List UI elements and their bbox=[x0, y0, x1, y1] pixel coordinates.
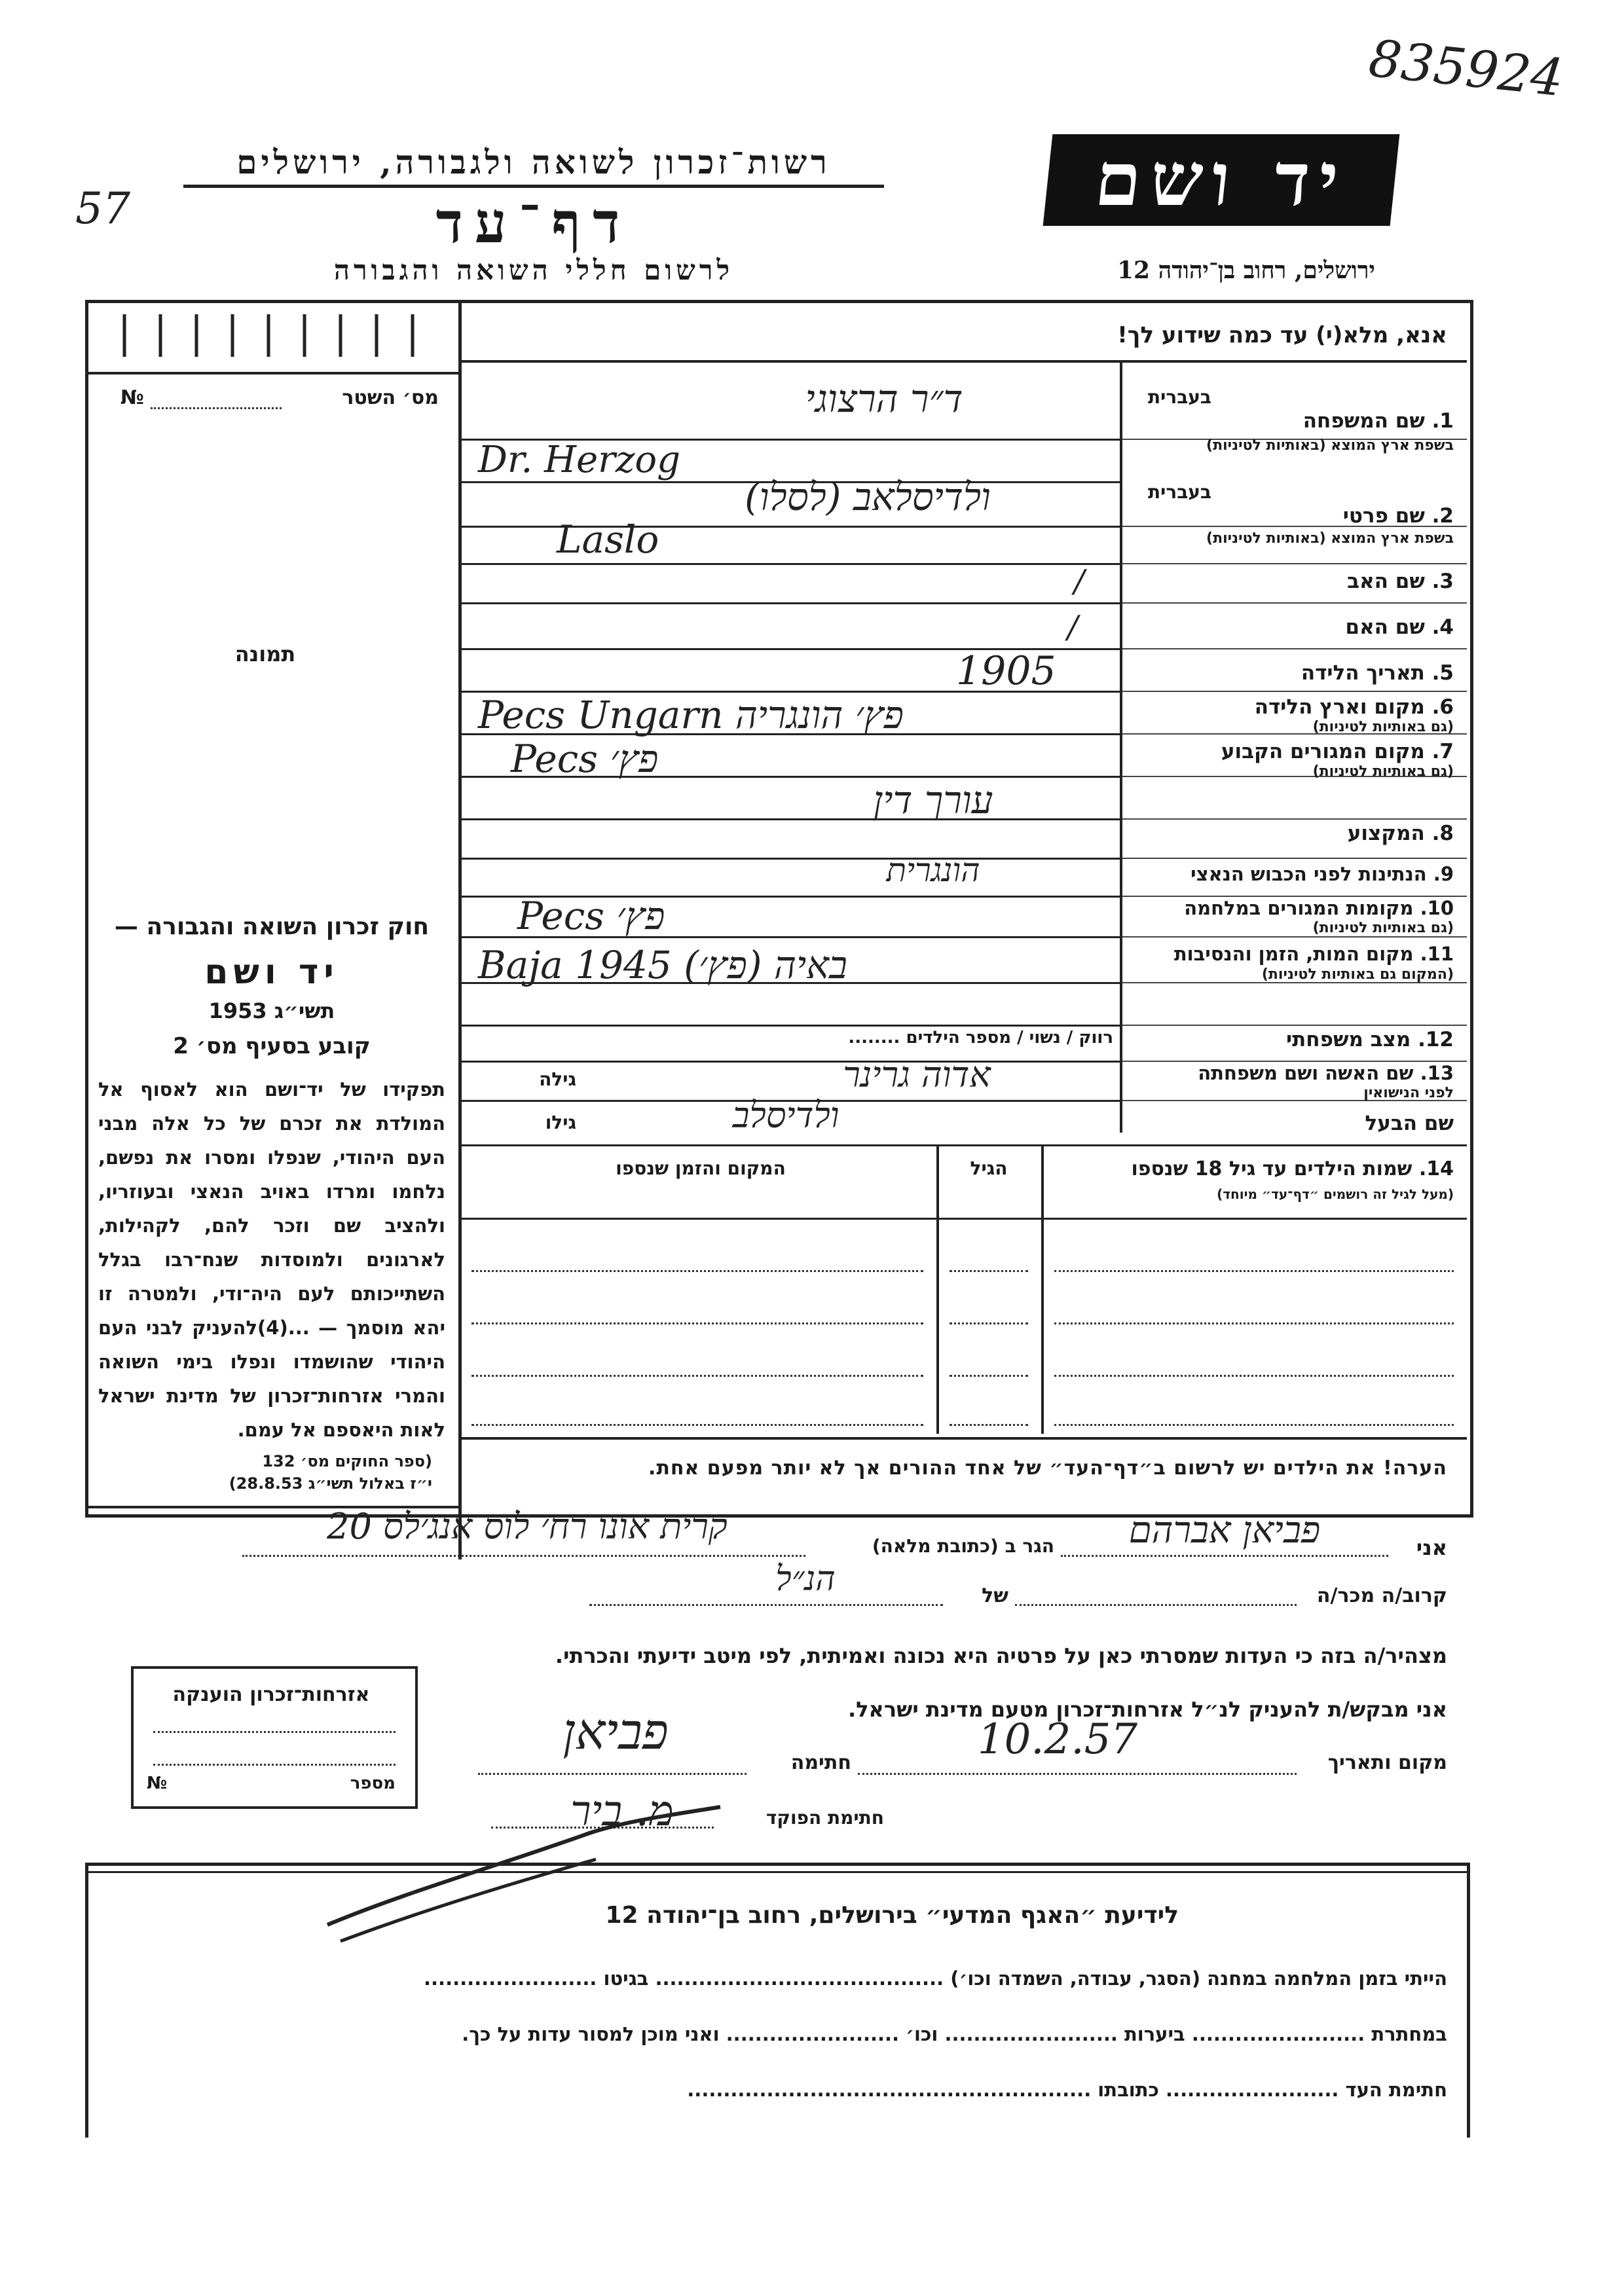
relation-label: קרוב/ה מכר/ה bbox=[1316, 1584, 1447, 1607]
law-title: חוק זכרון השואה והגבורה — bbox=[114, 913, 430, 940]
field-1-label: 1. שם המשפחה bbox=[1302, 409, 1454, 433]
field-6-label: 6. מקום וארץ הלידה bbox=[1254, 695, 1454, 719]
law-ref-2: י״ז באלול תשי״ג 28.8.53) bbox=[229, 1474, 432, 1493]
field-13-age-label: גילה bbox=[539, 1068, 576, 1090]
receipt-stub-ticks bbox=[111, 314, 426, 360]
law-year-num: 1953 bbox=[208, 998, 267, 1023]
form-title: דף־עד bbox=[435, 190, 632, 256]
tick-marks bbox=[111, 314, 426, 360]
field-12-value[interactable]: רווק / נשוי / מספר הילדים ........ bbox=[848, 1028, 1113, 1048]
signature-label: חתימה bbox=[790, 1751, 851, 1774]
field-4-label: 4. שם האם bbox=[1345, 615, 1454, 639]
declarer-name[interactable]: פביאן אברהם bbox=[1128, 1509, 1321, 1552]
field-1-value-lat[interactable]: Dr. Herzog bbox=[478, 439, 680, 481]
field-5-label: 5. תאריך הלידה bbox=[1301, 661, 1454, 685]
field-8-label: 8. המקצוע bbox=[1347, 822, 1454, 845]
field-10-value[interactable]: Pecs פץ׳ bbox=[517, 894, 665, 938]
declaration-request: אני מבקש/ת להעניק לנ״ל אזרחות־זכרון מטעם מדינת ישראל. bbox=[848, 1697, 1447, 1722]
of-label: של bbox=[982, 1584, 1008, 1607]
corner-number: 57 bbox=[75, 183, 130, 234]
field-1-lang: בעברית bbox=[1147, 386, 1211, 408]
note-text: הערה! את הילדים יש לרשום ב״דף־העד״ של אחד ההורים אך לא יותר מפעם אחת. bbox=[648, 1457, 1447, 1480]
yad-vashem-logo bbox=[1043, 134, 1400, 226]
law-year-heb: תשי״ג bbox=[274, 998, 335, 1023]
footer-line-1: הייתי בזמן המלחמה במחנה (הסגר, עבודה, השמדה וכו׳) ........................................ בגיטו ........................ bbox=[424, 1967, 1447, 1990]
children-sub: (מעל לגיל זה רושמים ״דף־עד״ מיוחד) bbox=[1217, 1186, 1454, 1202]
law-year bbox=[190, 998, 354, 1023]
children-place-header: המקום והזמן שנספו bbox=[616, 1157, 786, 1179]
field-2-value-lat[interactable]: Laslo bbox=[557, 517, 659, 562]
law-ref-1: (ספר החוקים מס׳ 132 bbox=[262, 1452, 432, 1470]
field-6-sub: (גם באותיות לטיניות) bbox=[1312, 719, 1454, 735]
field-3-value[interactable]: / bbox=[1074, 563, 1085, 600]
field-10-label: 10. מקומות המגורים במלחמה bbox=[1184, 897, 1454, 919]
field-2-label: 2. שם פרטי bbox=[1342, 504, 1454, 528]
field-1-value-he[interactable]: ד״ר הרצוגי bbox=[805, 376, 963, 421]
field-11-label: 11. מקום המות, הזמן והנסיבות bbox=[1173, 943, 1454, 965]
field-8-value[interactable]: עורך דין bbox=[873, 778, 993, 822]
citizenship-no-label: № bbox=[147, 1774, 168, 1793]
citizenship-number-label: מספר bbox=[350, 1774, 396, 1793]
law-name: יד ושם bbox=[204, 953, 339, 992]
field-2-lang: בעברית bbox=[1147, 481, 1211, 503]
footer-line-2: במחתרת ........................ ביערות ........................ וכו׳ ........................ ואני מוכן למסור עדות על כך. bbox=[462, 2023, 1447, 2045]
field-13-value[interactable]: אדוה גרינר bbox=[843, 1054, 991, 1095]
field-10-sub: (גם באותיות לטיניות) bbox=[1312, 920, 1454, 936]
field-7-label: 7. מקום המגורים הקבוע bbox=[1221, 740, 1454, 763]
intro-text: אנא, מלא(י) עד כמה שידוע לך! bbox=[1117, 322, 1447, 348]
husband-label: שם הבעל bbox=[1365, 1112, 1454, 1135]
officer-signature[interactable]: מ. ביר bbox=[570, 1787, 674, 1836]
place-date-label: מקום ותאריך bbox=[1327, 1751, 1447, 1774]
field-11-value[interactable]: Baja 1945 (פץ׳) באיה bbox=[478, 943, 847, 987]
field-9-label: 9. הנתינות לפני הכבוש הנאצי bbox=[1190, 863, 1454, 885]
husband-age-label: גילו bbox=[545, 1112, 576, 1133]
law-clause: קובע בסעיף מס׳ 2 bbox=[173, 1033, 371, 1059]
children-age-header: הגיל bbox=[970, 1157, 1008, 1179]
footer-line-3: חתימת העד ........................ כתובתו ........................................................ bbox=[687, 2079, 1447, 2101]
date-value[interactable]: 10.2.57 bbox=[977, 1715, 1138, 1764]
footer-title: לידיעת ״האגף המדעי״ בירושלים, רחוב בן־יהודה 12 bbox=[605, 1902, 1179, 1929]
logo-text: יד ושם bbox=[1091, 137, 1352, 223]
declaration-statement: מצהיר/ה בזה כי העדות שמסרתי כאן על פרטיה היא נכונה ואמיתית, לפי מיטב ידיעתי והכרתי. bbox=[555, 1643, 1447, 1668]
field-7-sub: (גם באותיות לטיניות) bbox=[1312, 763, 1454, 780]
authority-title: רשות־זכרון לשואה ולגבורה, ירושלים bbox=[236, 143, 831, 181]
field-2-sub: בשפת ארץ המוצא (באותיות לטיניות) bbox=[1206, 530, 1454, 547]
field-5-value[interactable]: 1905 bbox=[956, 648, 1056, 694]
header-address: ירושלים, רחוב בן־יהודה 12 bbox=[1116, 257, 1375, 284]
archive-number: 835924 bbox=[1366, 29, 1566, 109]
field-2-value-he[interactable]: ולדיסלאב (לסלו) bbox=[745, 475, 991, 519]
form-subtitle: לרשום חללי השואה והגבורה bbox=[333, 254, 734, 286]
field-7-value[interactable]: Pecs פץ׳ bbox=[511, 737, 659, 781]
law-text: תפקידו של יד־ושם הוא לאסוף אל המולדת את זכרם של כל אלה מבני העם היהודי, שנפלו ומסרו את נפשם, נלחמו ומרדו באויב הנאצי ובעוזריו, ולהציב שם וזכר להם, לקהילות, לארגונים ולמוסדות שנח־רבו בגלל השתייכותם לעם היה־ודי, ולמטרה זו יהא מוסמך — ...(4)להעניק לבני העם היהודי שהושמדו ונפלו בימי השואה והמרי אזרחות־זכרון של מדינת ישראל לאות היאספם אל עמם. bbox=[98, 1078, 445, 1441]
field-13-sub: לפני הנישואין bbox=[1363, 1085, 1454, 1101]
resident-label: הגר ב (כתובת מלאה) bbox=[872, 1535, 1054, 1557]
field-9-value[interactable]: הונגרית bbox=[886, 851, 980, 889]
field-3-label: 3. שם האב bbox=[1347, 570, 1454, 593]
field-12-label: 12. מצב משפחתי bbox=[1285, 1028, 1454, 1051]
relation-value[interactable]: הנ״ל bbox=[775, 1559, 836, 1599]
declarer-signature[interactable]: פביאן bbox=[563, 1702, 669, 1760]
officer-signature-label: חתימת הפוקד bbox=[766, 1807, 884, 1829]
citizenship-box bbox=[131, 1666, 418, 1809]
declaration-i-label: אני bbox=[1416, 1535, 1447, 1560]
citizenship-title: אזרחות־זכרון הוענקה bbox=[172, 1683, 370, 1706]
field-13-label: 13. שם האשה ושם משפחתה bbox=[1198, 1062, 1454, 1084]
field-6-value[interactable]: Pecs Ungarn פץ׳ הונגריה bbox=[478, 693, 904, 737]
receipt-no-label: № bbox=[120, 386, 144, 409]
declarer-address[interactable]: קרית אונו רח׳ לוס אנג׳לס 20 bbox=[327, 1506, 728, 1547]
photo-label: תמונה bbox=[234, 642, 296, 666]
field-11-sub: (המקום גם באותיות לטיניות) bbox=[1261, 966, 1454, 983]
field-1-sub: בשפת ארץ המוצא (באותיות לטיניות) bbox=[1206, 437, 1454, 454]
husband-value[interactable]: ולדיסלב bbox=[732, 1095, 840, 1136]
field-4-value[interactable]: / bbox=[1067, 609, 1079, 646]
receipt-label: מס׳ השטר bbox=[342, 386, 439, 409]
children-label: 14. שמות הילדים עד גיל 18 שנספו bbox=[1131, 1157, 1454, 1180]
